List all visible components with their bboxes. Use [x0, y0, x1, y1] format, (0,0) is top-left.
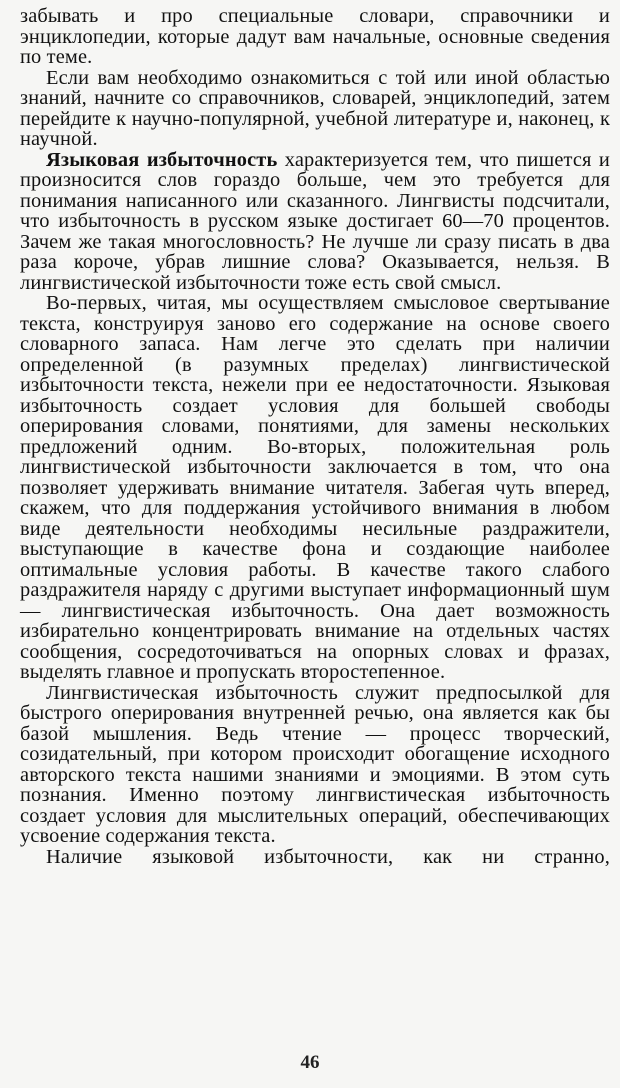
- page-number: 46: [300, 1052, 320, 1073]
- body-text: [20, 6, 610, 867]
- bold-term: Языковая избыточность: [46, 148, 278, 171]
- paragraph-3-text: характеризуется тем, что пишется и произносится слов гораздо больше, чем это требуется для понимания написанного или сказанного. Лингвисты подсчитали, что избыточность в русском языке достигает 60—70 процентов. Зачем же такая многословность? Не лучше ли сразу писать в два раза короче, убрав лишние слова? Оказывается, нельзя. В лингвистической избыточности тоже есть свой смысл.: [20, 148, 610, 294]
- paragraph-1: забывать и про специальные словари, справочники и энциклопедии, которые дадут вам начальные, основные сведения по теме.: [20, 5, 610, 68]
- paragraph-2: Если вам необходимо ознакомиться с той или иной областью знаний, начните со справочников, словарей, энциклопедий, затем перейдите к научно-популярной, учебной литературе и, наконец, к научной.: [20, 66, 610, 150]
- paragraph-6: Наличие языковой избыточности, как ни странно,: [46, 845, 610, 868]
- paragraph-5: Лингвистическая избыточность служит предпосылкой для быстрого оперирования внутренней речью, она является как бы базой мышления. Ведь чтение — процесс творческий, созидательный, при котором происходит обогащение исходного авторского текста нашими знаниями и эмоциями. В этом суть познания. Именно поэтому лингвистическая избыточность создает условия для мыслительных операций, обеспечивающих усвоение содержания текста.: [20, 681, 610, 847]
- paragraph-3: [20, 150, 610, 294]
- paragraph-4: Во-первых, читая, мы осуществляем смысловое свертывание текста, конструируя заново его содержание на основе своего словарного запаса. Нам легче это сделать при наличии определенной (в разумных пределах) лингвистической избыточности текста, нежели при ее недостаточности. Языковая избыточность создает условия для большей свободы оперирования словами, понятиями, для замены нескольких предложений одним. Во-вторых, положительная роль лингвистической избыточности заключается в том, что она позволяет удерживать внимание читателя. Забегая чуть вперед, скажем, что для поддержания устойчивого внимания в любом виде деятельности необходимы несильные раздражители, выступающие в качестве фона и создающие наиболее оптимальные условия работы. В качестве такого слабого раздражителя наряду с другими выступает информационный шум — лингвистическая избыточность. Она дает возможность избирательно концентрировать внимание на отдельных частях сообщения, сосредоточиваться на опорных словах и фразах, выделять главное и пропускать второстепенное.: [20, 292, 610, 683]
